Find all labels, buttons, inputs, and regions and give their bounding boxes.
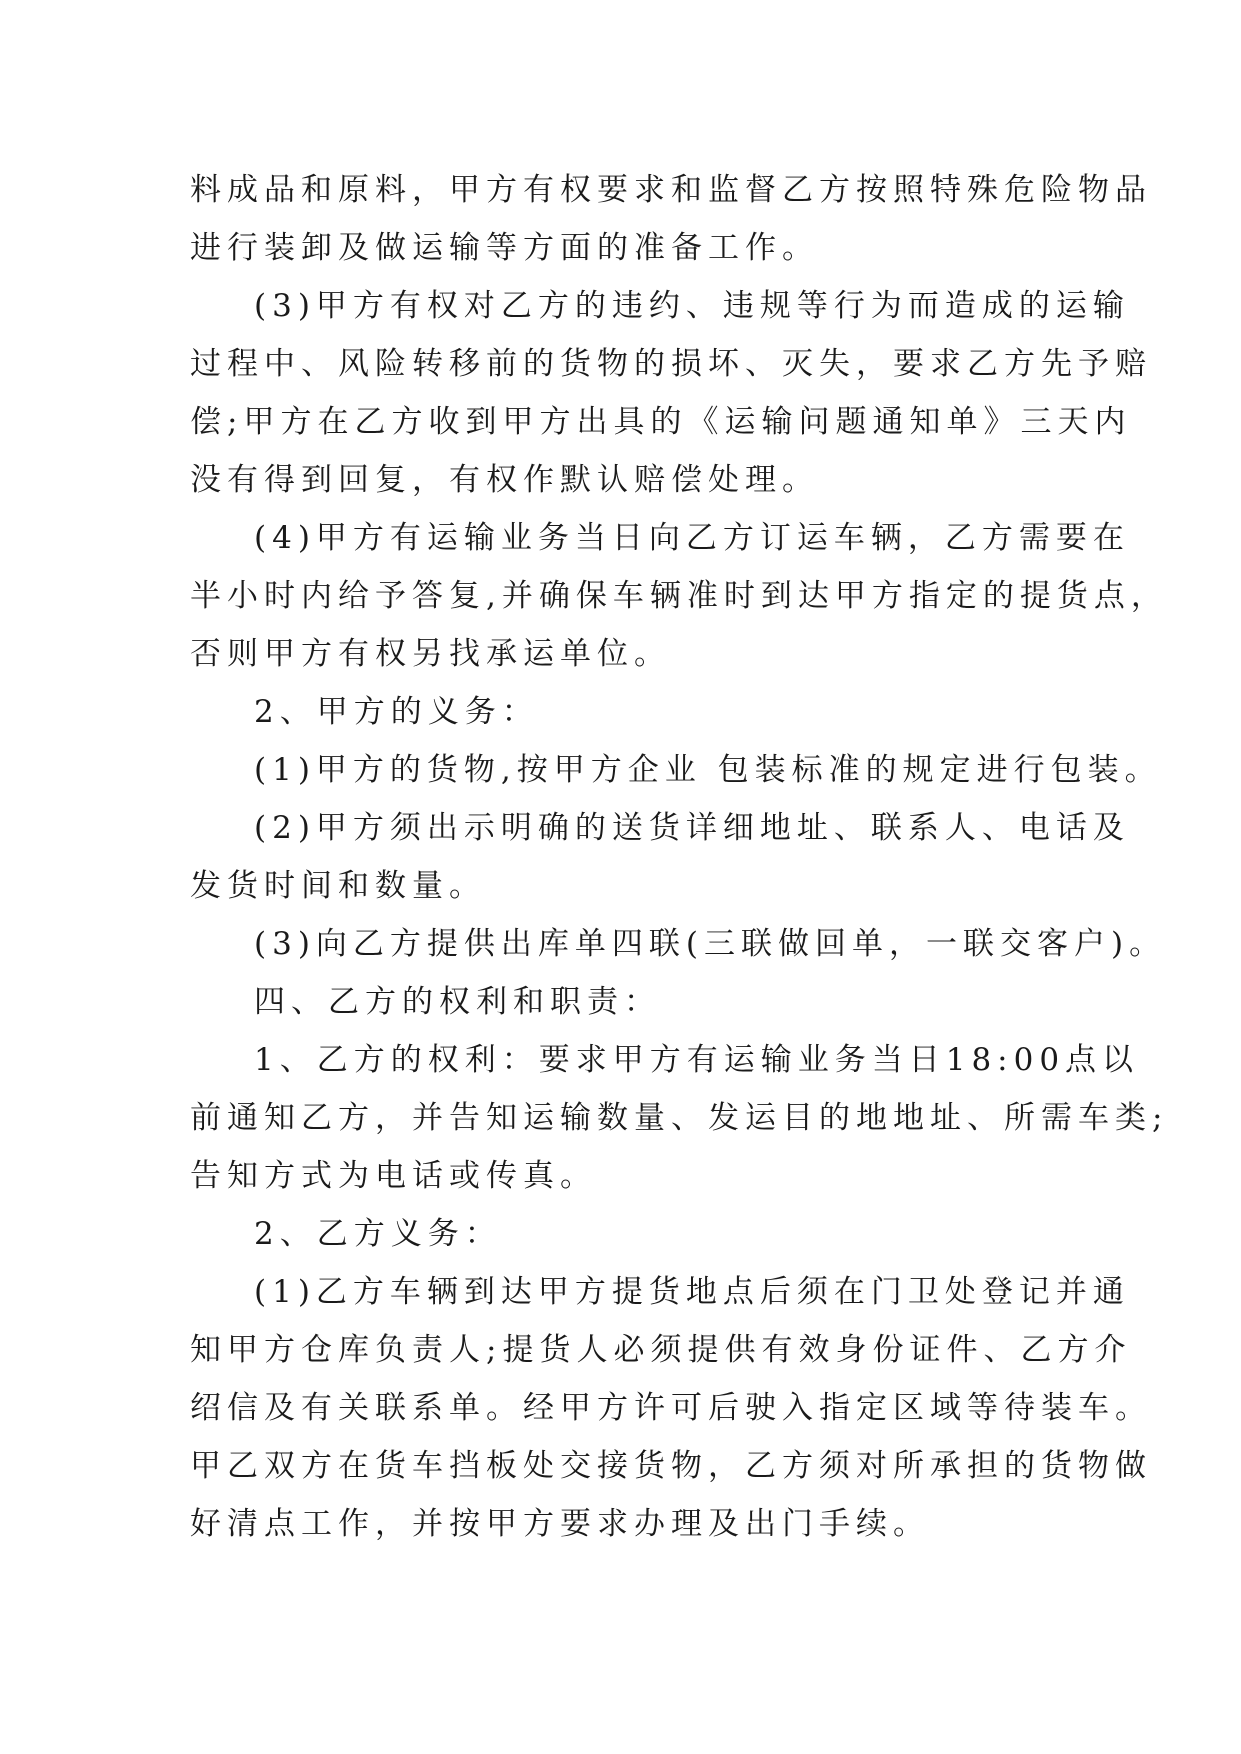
text-line-7: (4)甲方有运输业务当日向乙方订运车辆，乙方需要在: [254, 520, 1130, 556]
text-line-10: 2、甲方的义务：: [254, 694, 539, 730]
text-line-23: 甲乙双方在货车挡板处交接货物，乙方须对所承担的货物做: [190, 1448, 1152, 1484]
text-line-21: 知甲方仓库负责人;提货人必须提供有效身份证件、乙方介: [190, 1332, 1132, 1368]
text-line-24: 好清点工作，并按甲方要求办理及出门手续。: [190, 1506, 930, 1542]
text-line-13: 发货时间和数量。: [190, 868, 486, 904]
text-line-6: 没有得到回复，有权作默认赔偿处理。: [190, 462, 819, 498]
document-body: [190, 161, 1169, 1553]
text-line-3: (3)甲方有权对乙方的违约、违规等行为而造成的运输: [254, 288, 1130, 324]
text-line-22: 绍信及有关联系单。经甲方许可后驶入指定区域等待装车。: [190, 1390, 1152, 1426]
text-line-5: 偿;甲方在乙方收到甲方出具的《运输问题通知单》三天内: [190, 404, 1132, 440]
text-line-14: (3)向乙方提供出库单四联(三联做回单，一联交客户)。: [254, 926, 1167, 962]
text-line-19: 2、乙方义务：: [254, 1216, 502, 1252]
text-line-1: 料成品和原料，甲方有权要求和监督乙方按照特殊危险物品: [190, 172, 1152, 208]
text-line-2: 进行装卸及做运输等方面的准备工作。: [190, 230, 819, 266]
text-line-4: 过程中、风险转移前的货物的损坏、灭失，要求乙方先予赔: [190, 346, 1152, 382]
text-line-15: 四、乙方的权利和职责：: [254, 984, 661, 1020]
text-line-11: (1)甲方的货物,按甲方企业 包装标准的规定进行包装。: [254, 752, 1162, 788]
text-line-20: (1)乙方车辆到达甲方提货地点后须在门卫处登记并通: [254, 1274, 1130, 1310]
text-line-16: 1、乙方的权利：要求甲方有运输业务当日18:00点以: [254, 1042, 1140, 1078]
text-line-17: 前通知乙方，并告知运输数量、发运目的地地址、所需车类;: [190, 1100, 1169, 1136]
text-line-8: 半小时内给予答复,并确保车辆准时到达甲方指定的提货点，: [190, 578, 1168, 614]
text-line-18: 告知方式为电话或传真。: [190, 1158, 597, 1194]
text-line-12: (2)甲方须出示明确的送货详细地址、联系人、电话及: [254, 810, 1130, 846]
text-line-9: 否则甲方有权另找承运单位。: [190, 636, 671, 672]
